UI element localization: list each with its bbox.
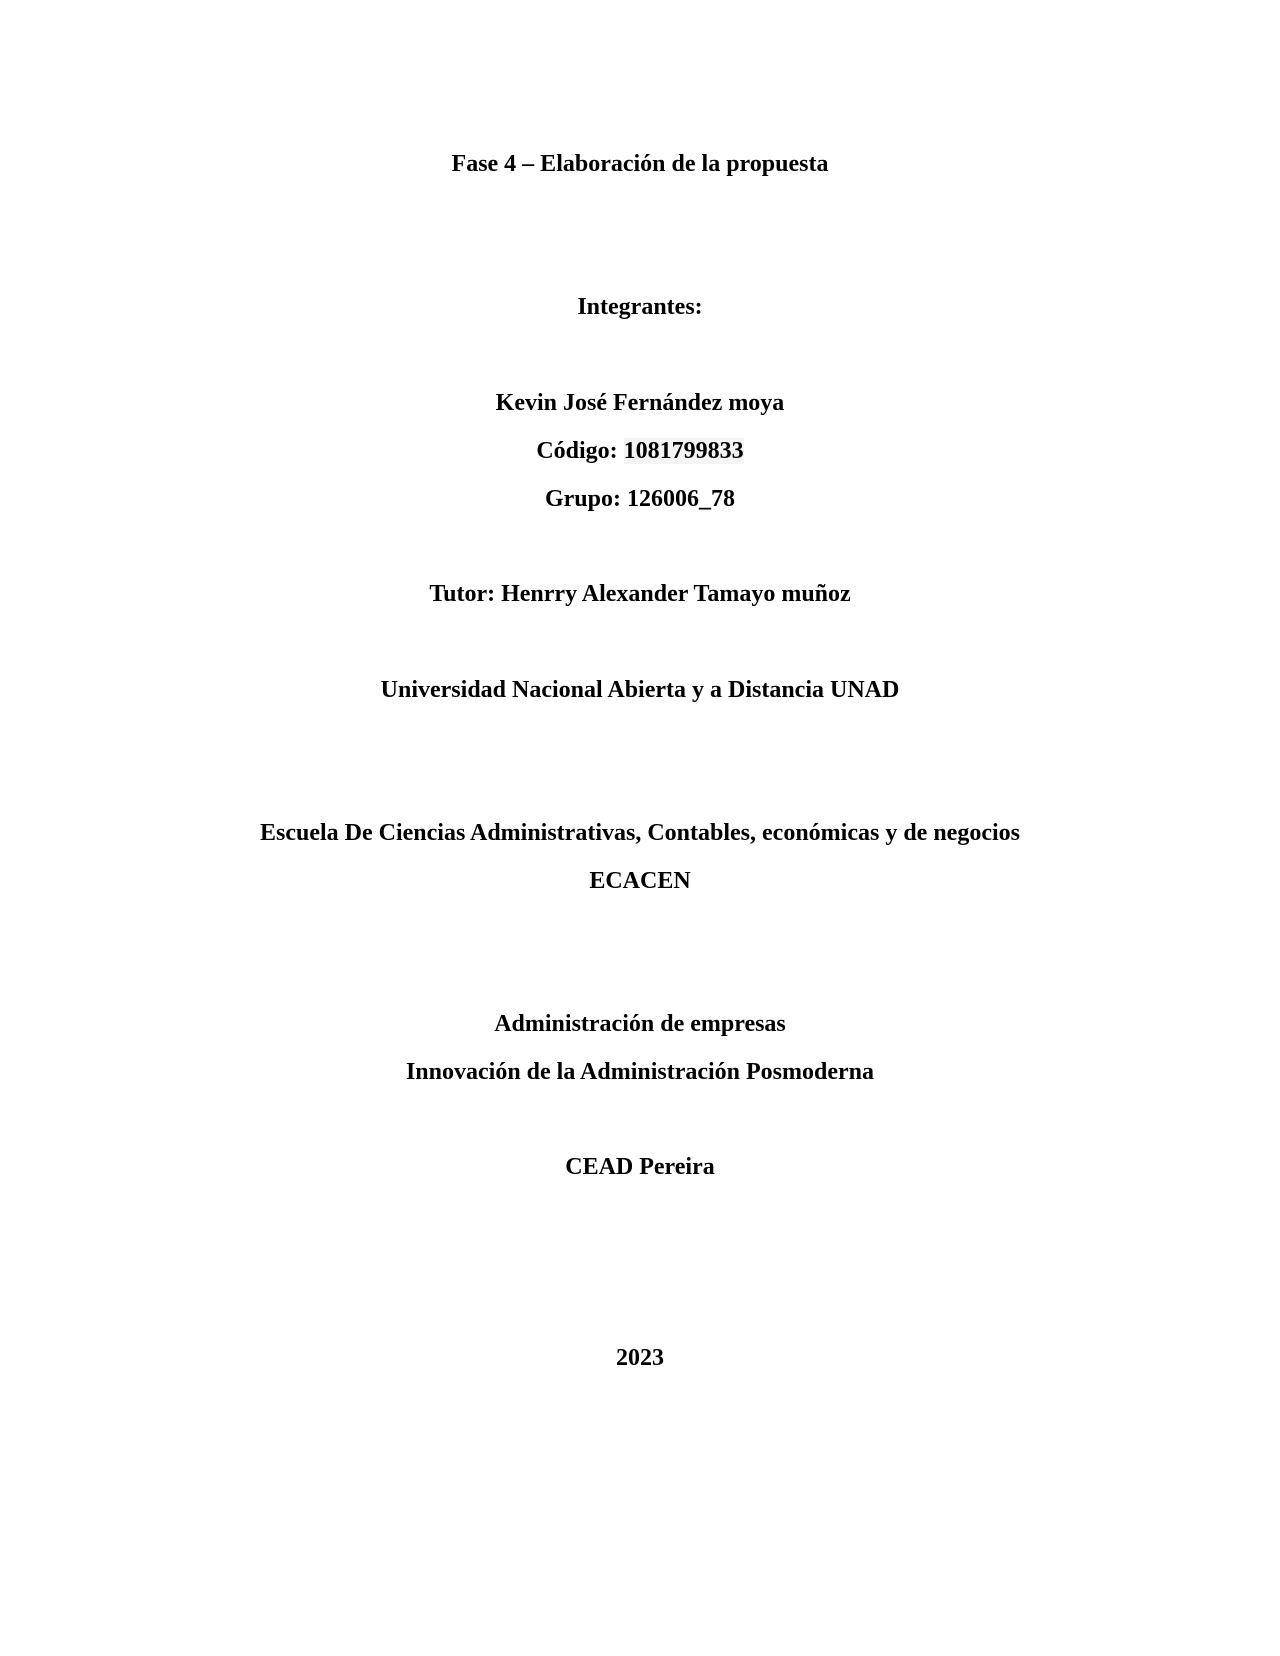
university-name: Universidad Nacional Abierta y a Distancia UNAD [380, 677, 900, 703]
tutor-label: Tutor: [429, 581, 496, 607]
member-group-line [0, 483, 1280, 515]
tutor-name: Henrry Alexander Tamayo muñoz [501, 581, 851, 607]
cead-location: CEAD Pereira [565, 1154, 715, 1180]
member-code-label: Código: [536, 438, 618, 464]
member-name: Kevin José Fernández moya [495, 390, 785, 416]
school-name: Escuela De Ciencias Administrativas, Contables, económicas y de negocios [260, 820, 1020, 846]
member-code-value: 1081799833 [623, 438, 744, 464]
document-title: Fase 4 – Elaboración de la propuesta [451, 151, 829, 177]
member-group-value: 126006_78 [627, 486, 735, 512]
members-heading: Integrantes: [577, 294, 703, 320]
tutor-line [0, 578, 1280, 610]
school-acronym: ECACEN [589, 868, 691, 894]
document-year: 2023 [616, 1345, 664, 1371]
course-name: Innovación de la Administración Posmoderna [405, 1059, 875, 1085]
member-code-line [0, 435, 1280, 467]
program-name: Administración de empresas [494, 1011, 786, 1037]
member-group-label: Grupo: [544, 486, 621, 512]
